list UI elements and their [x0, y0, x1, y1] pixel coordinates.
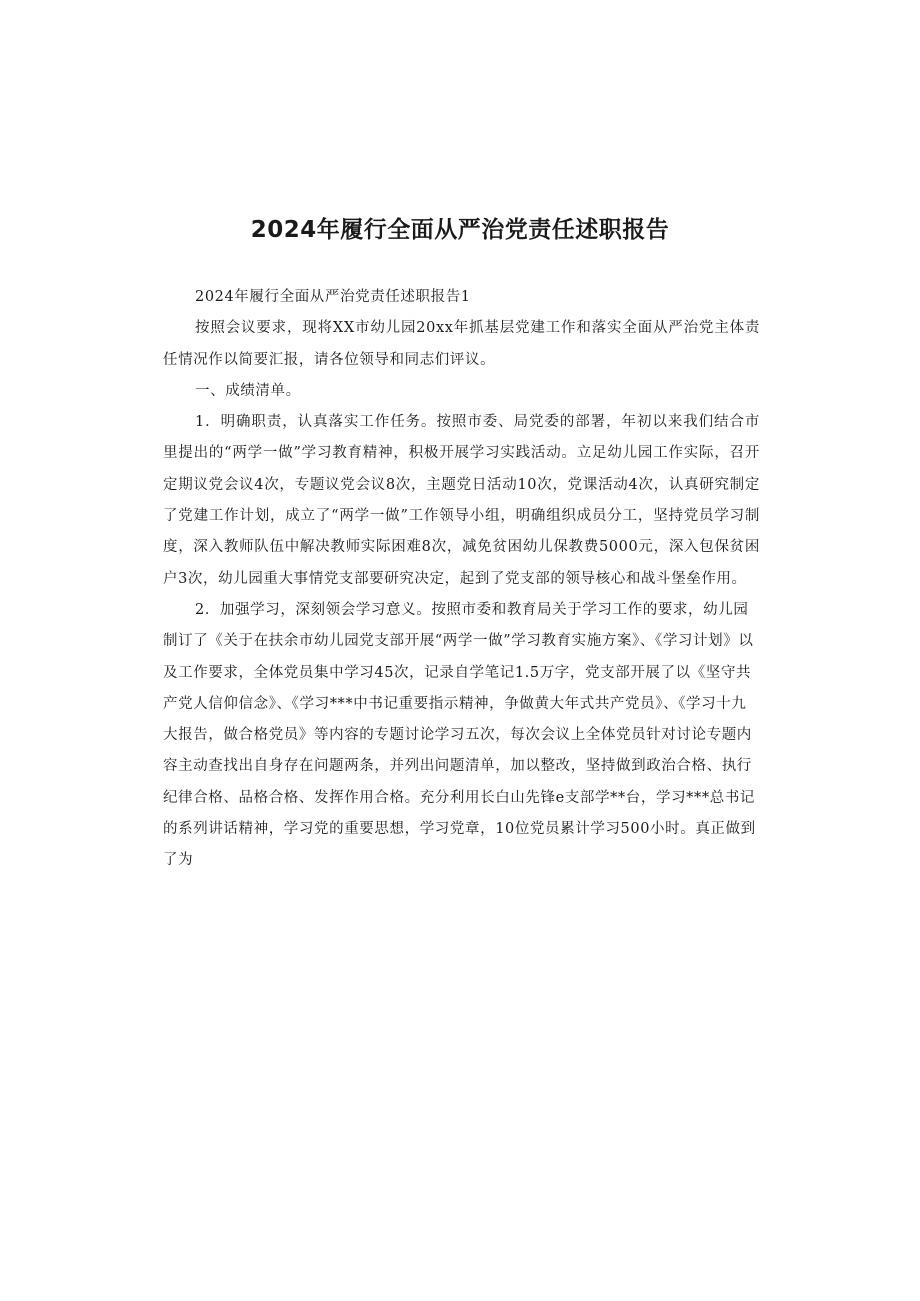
item-2-paragraph: 2．加强学习，深刻领会学习意义。按照市委和教育局关于学习工作的要求，幼儿园制订了《关于在扶余市幼儿园党支部开展“两学一做”学习教育实施方案》、《学习计划》以及工作要求，全体党员集中学习45次，记录自学笔记1.5万字，党支部开展了以《坚守共产党人信仰信念》、《学习***中书记重要指示精神，争做黄大年式共产党员》、《学习十九大报告，做合格党员》等内容的专题讨论学习五次，每次会议上全体党员针对讨论专题内容主动查找出自身存在问题两条，并列出问题清单，加以整改，坚持做到政治合格、执行纪律合格、品格合格、发挥作用合格。充分利用长白山先锋e支部学**台，学习***总书记的系列讲话精神，学习党的重要思想，学习党章，10位党员累计学习500小时。真正做到了为: [163, 601, 756, 869]
document-title: 2024年履行全面从严治党责任述职报告: [250, 217, 670, 243]
item-1-paragraph: 1．明确职责，认真落实工作任务。按照市委、局党委的部署，年初以来我们结合市里提出的“两学一做”学习教育精神，积极开展学习实践活动。立足幼儿园工作实际，召开定期议党会议4次，专题议党会议8次，主题党日活动10次，党课活动4次，认真研究制定了党建工作计划，成立了“两学一做”工作领导小组，明确组织成员分工，坚持党员学习制度，深入教师队伍中解决教师实际困难8次，减免贫困幼儿保教费5000元，深入包保贫困户3次，幼儿园重大事情党支部要研究决定，起到了党支部的领导核心和战斗堡垒作用。: [163, 414, 760, 587]
document-body: [163, 282, 760, 877]
section-heading: 一、成绩清单。: [195, 382, 301, 399]
report-subtitle: 2024年履行全面从严治党责任述职报告1: [195, 289, 471, 305]
intro-paragraph: 按照会议要求，现将XX市幼儿园20xx年抓基层党建工作和落实全面从严治党主体责任情况作以简要汇报，请各位领导和同志们评议。: [163, 320, 760, 368]
